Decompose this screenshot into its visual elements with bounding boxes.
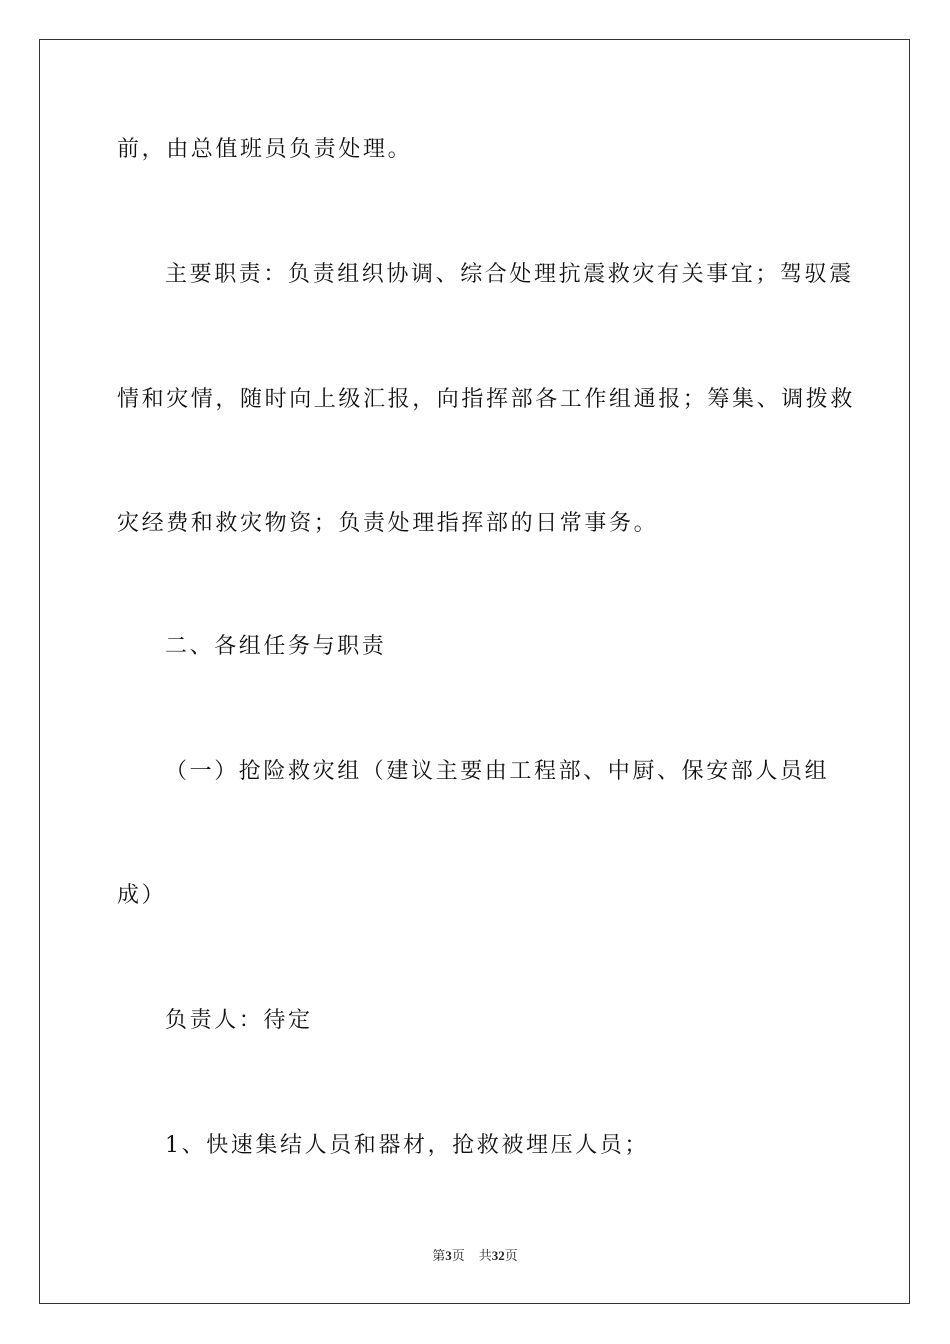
page-prefix: 第 [432,1248,446,1263]
total-suffix: 页 [504,1248,518,1263]
page-current: 3 [445,1248,452,1263]
responsible-person: 负责人：待定 [165,1008,313,1033]
subsection-heading: （一）抢险救灾组（建议主要由工程部、中厨、保安部人员组 [165,759,830,784]
page-footer [0,1247,950,1265]
paragraph-line: 前，由总值班员负责处理。 [117,137,413,162]
paragraph-line: 成） [117,883,167,908]
paragraph-line: 情和灾情，随时向上级汇报，向指挥部各工作组通报；筹集、调拨救 [117,387,856,412]
page-frame [39,39,910,1304]
paragraph-line: 主要职责：负责组织协调、综合处理抗震救灾有关事宜；驾驭震 [165,262,854,287]
page-suffix: 页 [451,1248,465,1263]
page-total: 32 [491,1248,505,1263]
list-item: 1、快速集结人员和器材，抢救被埋压人员； [165,1133,649,1158]
paragraph-line: 灾经费和救灾物资；负责处理指挥部的日常事务。 [117,511,659,536]
total-prefix: 共 [478,1248,492,1263]
section-heading: 二、各组任务与职责 [165,634,387,659]
